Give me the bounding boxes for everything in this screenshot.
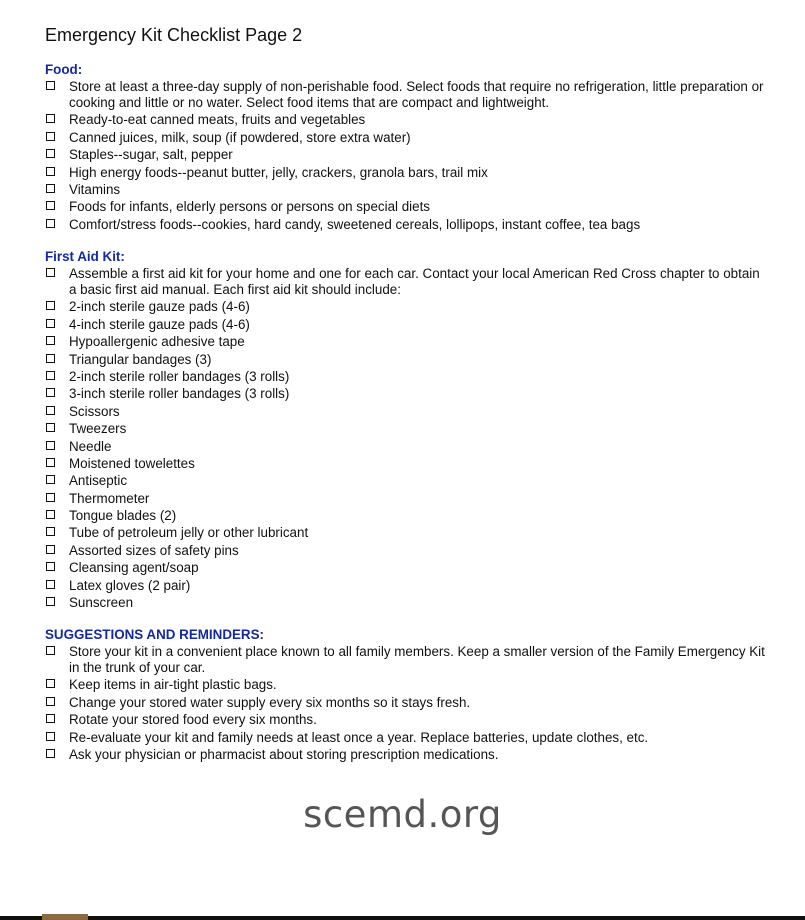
checkbox-icon[interactable]: [46, 406, 55, 415]
checkbox-icon[interactable]: [46, 167, 55, 176]
checkbox-icon[interactable]: [46, 510, 55, 519]
checklist-item-text: Thermometer: [69, 490, 150, 506]
checklist-item: [45, 595, 765, 611]
checklist-item: [45, 712, 765, 728]
checklist-item: [45, 456, 765, 472]
checkbox-icon[interactable]: [46, 184, 55, 193]
checklist-item: [45, 747, 765, 763]
checkbox-icon[interactable]: [46, 749, 55, 758]
checkbox-icon[interactable]: [46, 732, 55, 741]
checkbox-icon[interactable]: [46, 354, 55, 363]
checklist-item-text: Change your stored water supply every six months so it stays fresh.: [69, 694, 471, 710]
checkbox-icon[interactable]: [46, 149, 55, 158]
checkbox-icon[interactable]: [46, 458, 55, 467]
checklist-item: [45, 130, 765, 146]
checkbox-icon[interactable]: [46, 562, 55, 571]
checklist-item-text: Comfort/stress foods--cookies, hard candy, sweetened cereals, lollipops, instant coffee, tea bags: [69, 216, 641, 232]
watermark: scemd.org: [303, 793, 502, 836]
checklist-item: [45, 491, 765, 507]
checkbox-icon[interactable]: [46, 301, 55, 310]
checklist-item-text: Staples--sugar, salt, pepper: [69, 147, 233, 163]
checklist-item-text: 4-inch sterile gauze pads (4-6): [69, 316, 250, 332]
checklist-item-text: Tongue blades (2): [69, 508, 177, 524]
checklist-item: [45, 560, 765, 576]
checkbox-icon[interactable]: [46, 388, 55, 397]
checklist-item-text: Store at least a three-day supply of non-perishable food. Select foods that require no refrigeration, little preparation or cooking and little or no water. Select food items that are compact and lightweight.: [69, 79, 764, 110]
checkbox-icon[interactable]: [46, 475, 55, 484]
checklist-item-text: Vitamins: [69, 181, 121, 197]
checkbox-icon[interactable]: [46, 114, 55, 123]
checklist-item: [45, 369, 765, 385]
checklist-item-text: Moistened towelettes: [69, 455, 195, 471]
checklist-item-text: Scissors: [69, 403, 120, 419]
checkbox-icon[interactable]: [46, 545, 55, 554]
checklist-item: [45, 299, 765, 315]
food-checklist: [45, 79, 765, 233]
checkbox-icon[interactable]: [46, 201, 55, 210]
checkbox-icon[interactable]: [46, 132, 55, 141]
checklist-item: [45, 421, 765, 437]
checklist-item-text: Rotate your stored food every six months.: [69, 712, 317, 728]
checklist-item: [45, 199, 765, 215]
first-aid-heading: First Aid Kit:: [45, 249, 125, 264]
checklist-item-text: Store your kit in a convenient place known to all family members. Keep a smaller version of the Family Emergency Kit in the trunk of your car.: [69, 644, 765, 675]
checkbox-icon[interactable]: [46, 527, 55, 536]
page-title: Emergency Kit Checklist Page 2: [45, 25, 303, 45]
reminders-checklist: [45, 644, 765, 763]
checklist-item: [45, 217, 765, 233]
checklist-item: [45, 677, 765, 693]
checklist-item-text: High energy foods--peanut butter, jelly, crackers, granola bars, trail mix: [69, 164, 488, 180]
checklist-item-text: 2-inch sterile gauze pads (4-6): [69, 299, 250, 315]
checkbox-icon[interactable]: [46, 336, 55, 345]
checklist-item: [45, 578, 765, 594]
checklist-item-text: Ask your physician or pharmacist about storing prescription medications.: [69, 746, 499, 762]
checklist-item: [45, 266, 765, 298]
checkbox-icon[interactable]: [46, 219, 55, 228]
checkbox-icon[interactable]: [46, 493, 55, 502]
checkbox-icon[interactable]: [46, 423, 55, 432]
checklist-item: [45, 730, 765, 746]
checklist-item-text: Hypoallergenic adhesive tape: [69, 334, 245, 350]
checklist-item: [45, 386, 765, 402]
checklist-item: [45, 404, 765, 420]
first-aid-section: [45, 249, 765, 612]
checkbox-icon[interactable]: [46, 319, 55, 328]
checkbox-icon[interactable]: [46, 714, 55, 723]
checklist-item-text: Latex gloves (2 pair): [69, 577, 191, 593]
checklist-item-text: Ready-to-eat canned meats, fruits and vegetables: [69, 112, 366, 128]
checklist-item-text: Canned juices, milk, soup (if powdered, store extra water): [69, 129, 411, 145]
checkbox-icon[interactable]: [46, 371, 55, 380]
checklist-item-text: Assemble a first aid kit for your home and one for each car. Contact your local American Red Cross chapter to obtain a basic first aid manual. Each first aid kit should include:: [69, 266, 760, 297]
checklist-item-text: Needle: [69, 438, 112, 454]
checklist-item: [45, 317, 765, 333]
food-section: [45, 62, 765, 234]
checklist-item: [45, 182, 765, 198]
food-heading: Food:: [45, 62, 83, 77]
checkbox-icon[interactable]: [46, 268, 55, 277]
bottom-accent: [42, 914, 88, 920]
checklist-item-text: Assorted sizes of safety pins: [69, 542, 239, 558]
checkbox-icon[interactable]: [46, 580, 55, 589]
checklist-item-text: 2-inch sterile roller bandages (3 rolls): [69, 368, 290, 384]
checkbox-icon[interactable]: [46, 679, 55, 688]
checklist-item: [45, 334, 765, 350]
checklist-item-text: Tube of petroleum jelly or other lubricant: [69, 525, 309, 541]
checklist-item-text: Triangular bandages (3): [69, 351, 212, 367]
checklist-item: [45, 439, 765, 455]
checklist-item-text: Antiseptic: [69, 473, 128, 489]
checklist-item-text: Sunscreen: [69, 595, 134, 611]
checklist-item: [45, 79, 765, 111]
checklist-item: [45, 644, 765, 676]
checklist-item-text: 3-inch sterile roller bandages (3 rolls): [69, 386, 290, 402]
checklist-item: [45, 165, 765, 181]
checklist-item: [45, 147, 765, 163]
checkbox-icon[interactable]: [46, 646, 55, 655]
checklist-item: [45, 473, 765, 489]
checkbox-icon[interactable]: [46, 441, 55, 450]
checklist-item: [45, 112, 765, 128]
checklist-item-text: Foods for infants, elderly persons or persons on special diets: [69, 199, 430, 215]
bottom-rule: [0, 916, 805, 920]
checklist-item: [45, 695, 765, 711]
checklist-item-text: Keep items in air-tight plastic bags.: [69, 677, 277, 693]
checklist-item: [45, 352, 765, 368]
checklist-item-text: Re-evaluate your kit and family needs at least once a year. Replace batteries, update clothes, etc.: [69, 729, 649, 745]
checklist-item: [45, 525, 765, 541]
checklist-item-text: Cleansing agent/soap: [69, 560, 199, 576]
checkbox-icon[interactable]: [46, 597, 55, 606]
reminders-heading: SUGGESTIONS AND REMINDERS:: [45, 627, 264, 642]
checklist-item: [45, 543, 765, 559]
reminders-section: [45, 627, 765, 764]
checklist-item: [45, 508, 765, 524]
checkbox-icon[interactable]: [46, 81, 55, 90]
checklist-item-text: Tweezers: [69, 421, 127, 437]
checkbox-icon[interactable]: [46, 697, 55, 706]
first-aid-checklist: [45, 266, 765, 611]
